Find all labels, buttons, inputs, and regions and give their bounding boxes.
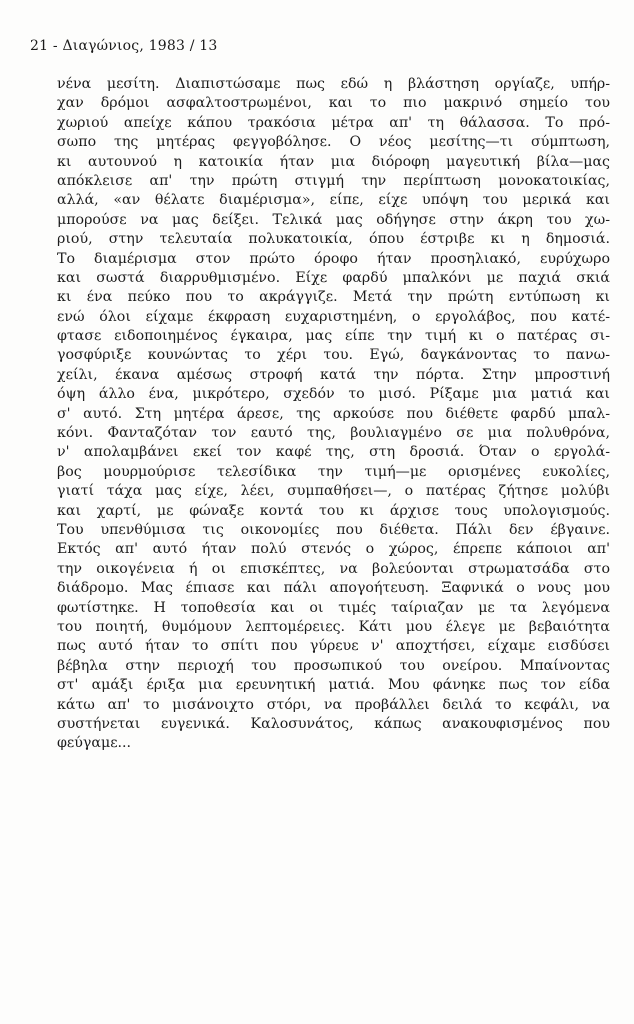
text-line: φωτίστηκε. Η τοποθεσία και οι τιμές ταίριαζαν με τα λεγόμενα (57, 599, 610, 616)
text-line: απόκλεισε απ' την πρώτη στιγμή την περίπτωση μονοκατοικίας, (57, 172, 610, 189)
text-line: ενώ όλοι είχαμε έκφραση ευχαριστημένη, ο εργολάβος, που κατέ- (57, 308, 610, 325)
text-line: ριού, στην τελευταία πολυκατοικία, όπου έστριβε κι η δημοσιά. (57, 231, 610, 248)
text-line: φτασε ειδοποιημένος έγκαιρα, μας είπε την τιμή κι ο πατέρας σι- (57, 328, 610, 345)
text-line: βος μουρμούρισε τελεσίδικα την τιμή—με ορισμένες ευκολίες, (57, 463, 610, 480)
running-head: 21 - Διαγώνιος, 1983 / 13 (30, 38, 218, 54)
text-line: κι αυτουνού η κατοικία ήταν μια διόροφη μαγευτική βίλα—μας (57, 153, 610, 170)
text-line: Εκτός απ' αυτό ήταν πολύ στενός ο χώρος, έπρεπε κάποιοι απ' (57, 541, 610, 558)
text-line: όψη άλλο ένα, μικρότερο, σχεδόν το μισό. Ρίξαμε μια ματιά και (57, 386, 610, 403)
text-line: αλλά, «αν θέλατε διαμέρισμα», είπε, είχε υπόψη του μερικά και (57, 192, 610, 209)
text-line: διάδρομο. Μας έπιασε και πάλι απογοήτευση. Ξαφνικά ο νους μου (57, 580, 610, 597)
text-line: χείλι, έκανα αμέσως στροφή κατά την πόρτα. Στην μπροστινή (57, 366, 610, 383)
text-line: συστήνεται ευγενικά. Καλοσυνάτος, κάπως ανακουφισμένος που (57, 715, 610, 732)
text-line: Το διαμέρισμα στον πρώτο όροφο ήταν προσηλιακό, ευρύχωρο (57, 250, 610, 267)
text-line: κάτω απ' το μισάνοιχτο στόρι, να προβάλλει δειλά το κεφάλι, να (57, 696, 610, 713)
text-line: γοσφύριξε κουνώντας το χέρι του. Εγώ, δαγκάνοντας το πανω- (57, 347, 610, 364)
text-line: και σωστά διαρρυθμισμένο. Είχε φαρδύ μπαλκόνι με παχιά σκιά (57, 269, 610, 286)
text-line: σωπο της μητέρας φεγγοβόλησε. Ο νέος μεσίτης—τι σύμπτωση, (57, 134, 610, 151)
text-line: σ' αυτό. Στη μητέρα άρεσε, της αρκούσε που διέθετε φαρδύ μπαλ- (57, 405, 610, 422)
text-line: φεύγαμε... (57, 735, 132, 752)
text-line: πως αυτό ήταν το σπίτι που γύρευε ν' αποχτήσει, είχαμε εισδύσει (57, 638, 610, 655)
text-line: χαν δρόμοι ασφαλτοστρωμένοι, και το πιο μακρινό σημείο του (57, 95, 610, 112)
text-line: νένα μεσίτη. Διαπιστώσαμε πως εδώ η βλάστηση οργίαζε, υπήρ- (57, 76, 610, 92)
text-line: στ' αμάξι έριξα μια ερευνητική ματιά. Μου φάνηκε πως τον είδα (57, 677, 610, 694)
text-line: μπορούσε να μας δείξει. Τελικά μας οδήγησε στην άκρη του χω- (57, 211, 610, 228)
text-line: χωριού απείχε κάπου τρακόσια μέτρα απ' τη θάλασσα. Το πρό- (57, 114, 610, 131)
body-text (57, 75, 610, 754)
text-line: του ποιητή, θυμόμουν λεπτομέρειες. Κάτι μου έλεγε με βεβαιότητα (57, 618, 610, 635)
text-line: γιατί τάχα μας είχε, λέει, συμπαθήσει—, ο πατέρας ζήτησε μολύβι (57, 483, 610, 500)
text-line: και χαρτί, με φώναξε κοντά του κι άρχισε τους υπολογισμούς. (57, 502, 610, 519)
text-line: κόνι. Φανταζόταν τον εαυτό της, βουλιαγμένο σε μια πολυθρόνα, (57, 425, 610, 442)
text-line: ν' απολαμβάνει εκεί τον καφέ της, στη δροσιά. Όταν ο εργολά- (57, 444, 610, 461)
text-line: την οικογένεια ή οι επισκέπτες, να βολεύονται στρωματσάδα στο (57, 560, 610, 577)
text-line: Του υπενθύμισα τις οικονομίες που διέθετα. Πάλι δεν έβγαινε. (57, 521, 610, 538)
text-line: κι ένα πεύκο που το ακράγγιζε. Μετά την πρώτη εντύπωση κι (57, 289, 610, 306)
text-line: βέβηλα στην περιοχή του προσωπικού του ονείρου. Μπαίνοντας (57, 657, 610, 674)
